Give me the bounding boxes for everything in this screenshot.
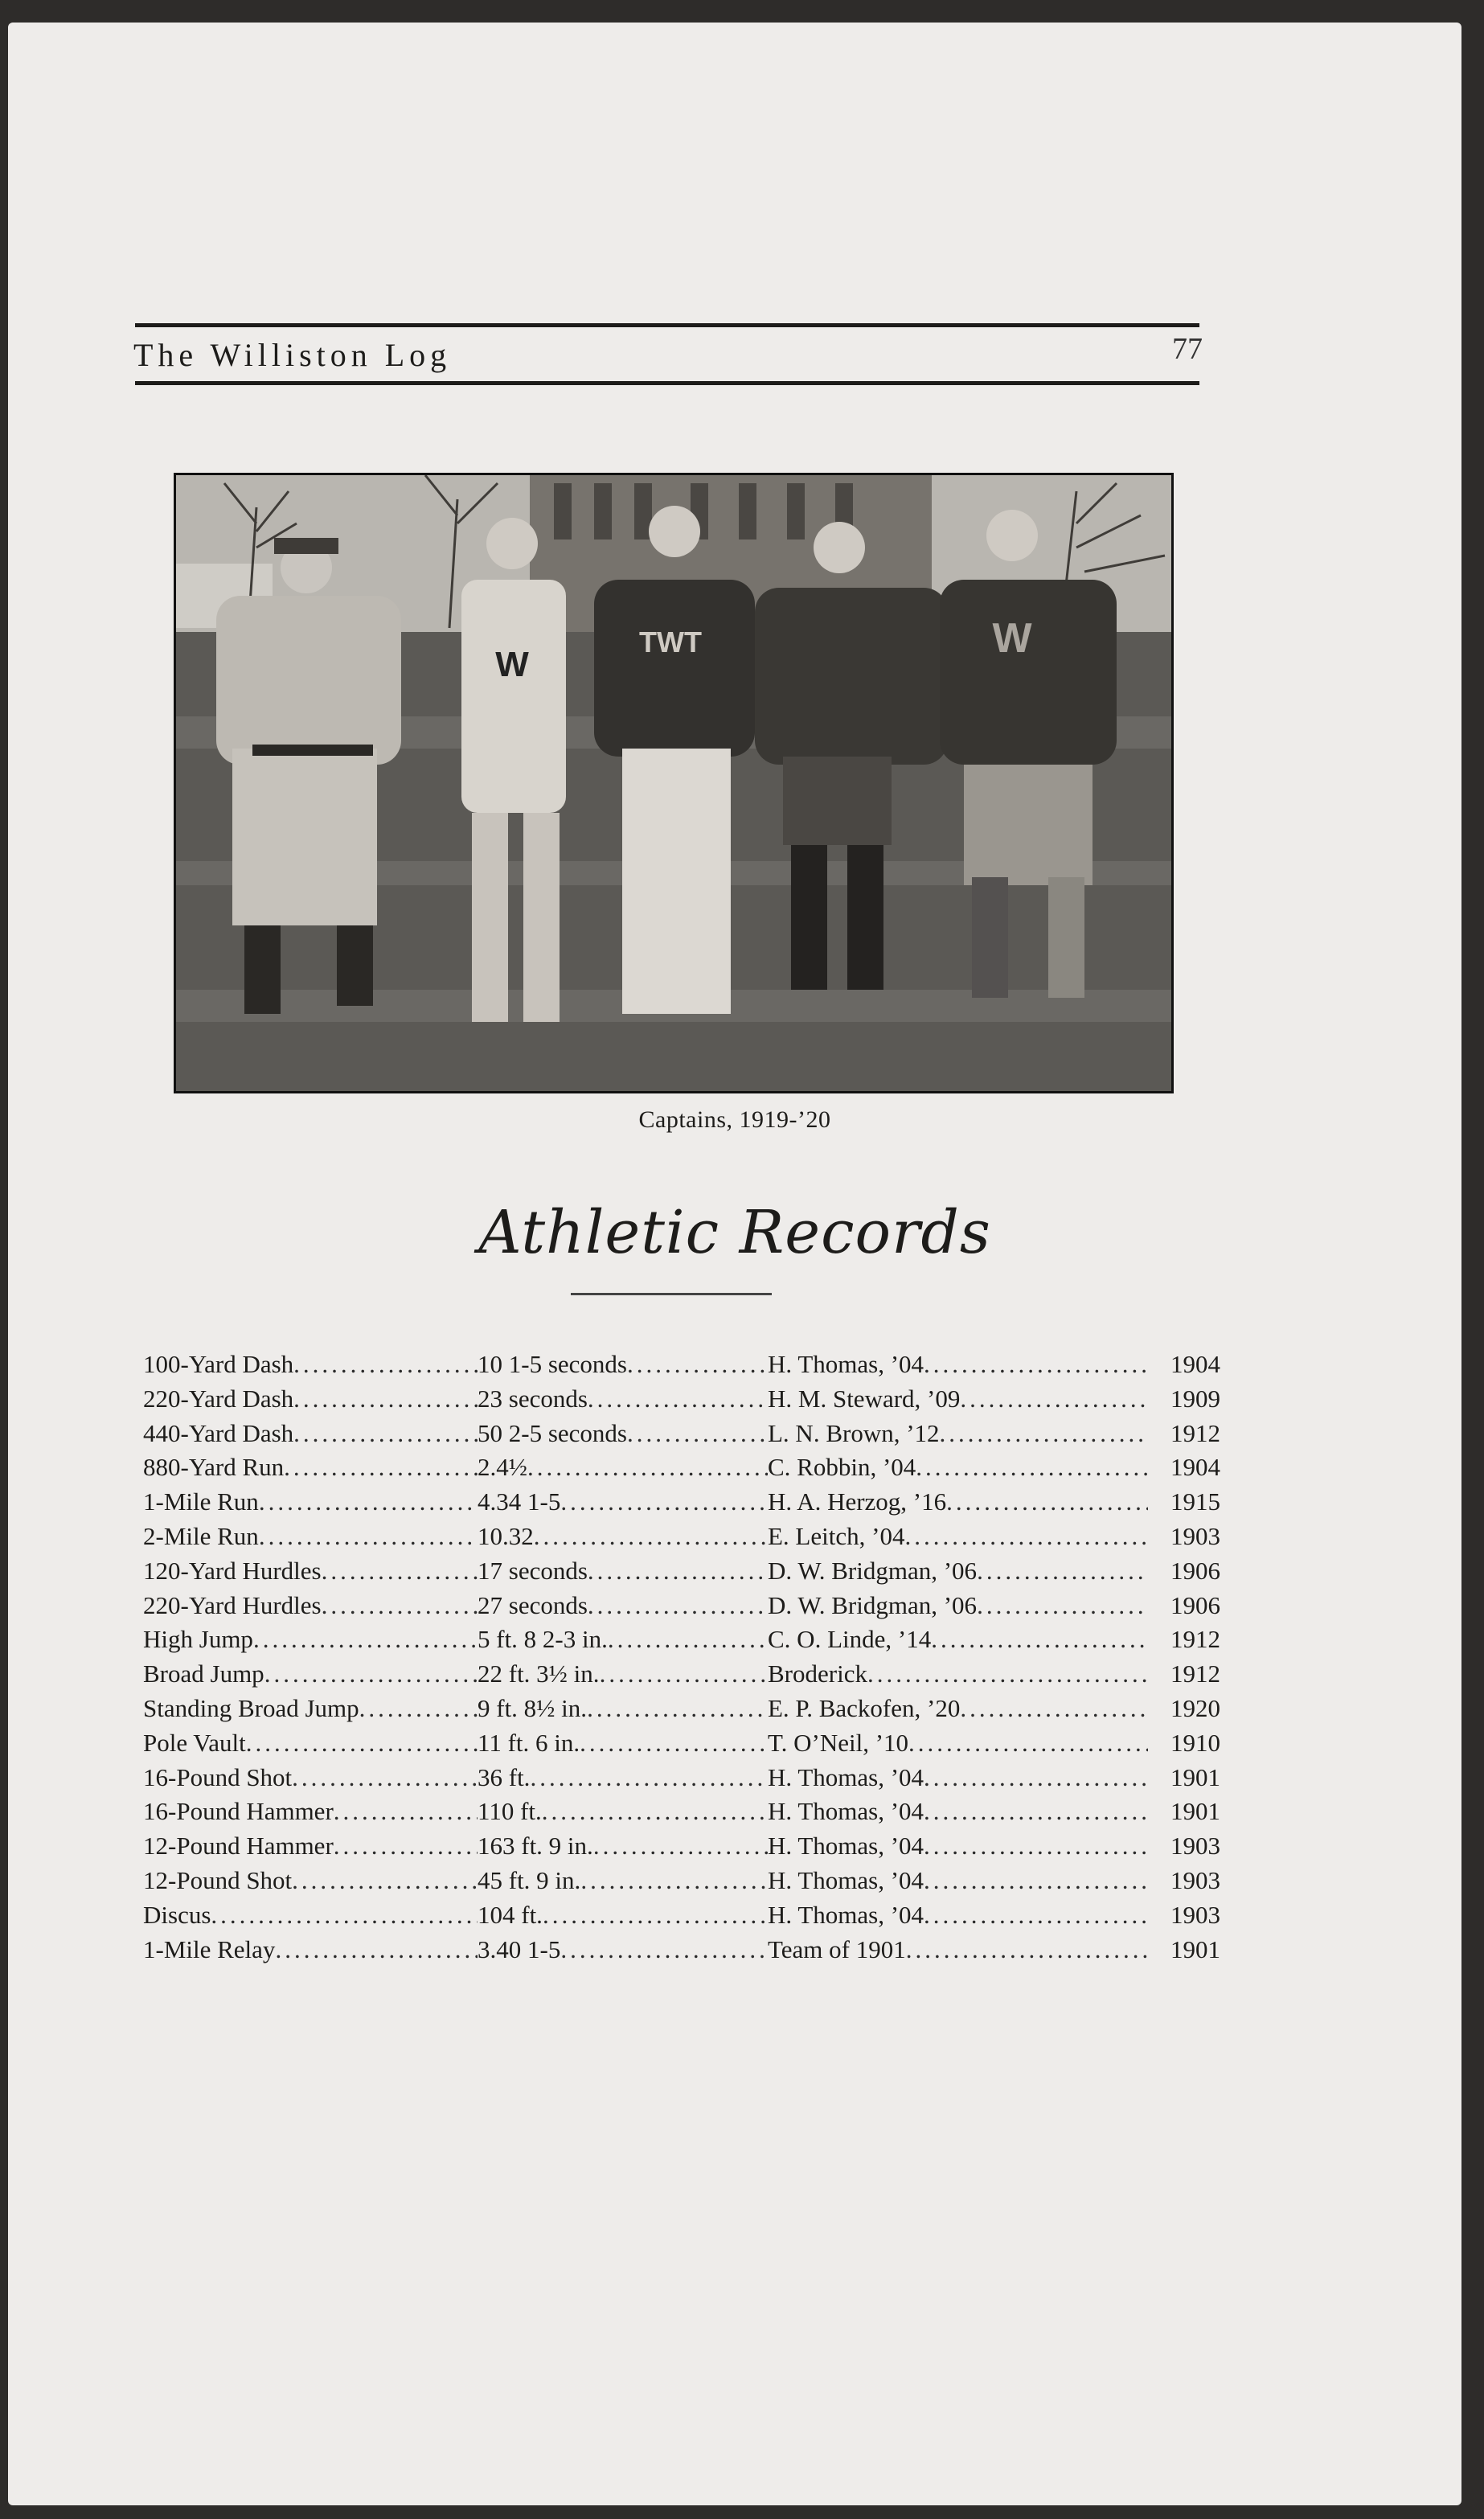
event-name: 16-Pound Shot — [143, 1762, 293, 1791]
dot-leader — [924, 1898, 1148, 1933]
records-table — [143, 1348, 1244, 1967]
record-cell — [478, 1450, 768, 1485]
dot-leader — [534, 1520, 768, 1554]
record-row — [143, 1348, 1244, 1382]
record-cell — [478, 1898, 768, 1933]
dot-leader — [527, 1450, 768, 1485]
dot-leader — [924, 1348, 1148, 1382]
dot-leader — [292, 1761, 478, 1795]
dot-leader — [960, 1382, 1148, 1417]
holder-cell — [768, 1623, 1148, 1657]
dot-leader — [530, 1761, 768, 1795]
event-name: Broad Jump — [143, 1660, 264, 1688]
event-name: Pole Vault — [143, 1728, 246, 1757]
event-cell — [143, 1623, 478, 1657]
record-row — [143, 1382, 1244, 1417]
record-cell — [478, 1692, 768, 1726]
dot-leader — [580, 1726, 768, 1761]
holder-cell — [768, 1692, 1148, 1726]
record-value: 4.34 1-5 — [478, 1487, 561, 1516]
dot-leader — [588, 1554, 768, 1589]
dot-leader — [977, 1589, 1148, 1623]
dot-leader — [543, 1898, 768, 1933]
event-name: 120-Yard Hurdles — [143, 1556, 322, 1585]
book-page — [8, 23, 1461, 2505]
holder-cell — [768, 1520, 1148, 1554]
record-cell — [478, 1348, 768, 1382]
record-holder: H. Thomas, ’04 — [768, 1865, 924, 1894]
event-cell — [143, 1829, 478, 1864]
record-value: 110 ft. — [478, 1797, 542, 1826]
event-cell — [143, 1348, 478, 1382]
event-cell — [143, 1761, 478, 1795]
record-value: 163 ft. 9 in. — [478, 1832, 593, 1861]
record-year: 1910 — [1170, 1728, 1220, 1757]
record-holder: L. N. Brown, ’12 — [768, 1418, 940, 1447]
event-cell — [143, 1795, 478, 1829]
section-heading: Athletic Records — [478, 1198, 991, 1267]
svg-text:TWT: TWT — [639, 626, 702, 658]
dot-leader — [293, 1348, 478, 1382]
dot-leader — [359, 1692, 478, 1726]
record-cell — [478, 1761, 768, 1795]
dot-leader — [924, 1829, 1148, 1864]
record-year: 1901 — [1170, 1762, 1220, 1791]
record-year: 1912 — [1170, 1418, 1220, 1447]
event-name: High Jump — [143, 1625, 253, 1654]
dot-leader — [906, 1933, 1148, 1967]
record-holder: D. W. Bridgman, ’06 — [768, 1556, 978, 1585]
dot-leader — [334, 1829, 478, 1864]
dot-leader — [587, 1692, 768, 1726]
record-cell — [478, 1520, 768, 1554]
dot-leader — [284, 1450, 478, 1485]
record-value: 5 ft. 8 2-3 in. — [478, 1625, 608, 1654]
record-row — [143, 1761, 1244, 1795]
holder-cell — [768, 1829, 1148, 1864]
dot-leader — [924, 1795, 1148, 1829]
record-year: 1901 — [1170, 1797, 1220, 1826]
event-cell — [143, 1692, 478, 1726]
event-name: Standing Broad Jump — [143, 1693, 359, 1722]
record-row — [143, 1450, 1244, 1485]
holder-cell — [768, 1898, 1148, 1933]
dot-leader — [931, 1623, 1148, 1657]
record-year: 1901 — [1170, 1934, 1220, 1963]
dot-leader — [275, 1933, 478, 1967]
record-cell — [478, 1485, 768, 1520]
header-rule-top — [135, 323, 1199, 327]
dot-leader — [560, 1933, 768, 1967]
team-captains-photo — [174, 473, 1174, 1093]
dot-leader — [211, 1898, 478, 1933]
event-cell — [143, 1589, 478, 1623]
event-cell — [143, 1726, 478, 1761]
record-value: 2.4½ — [478, 1453, 527, 1482]
record-year: 1912 — [1170, 1625, 1220, 1654]
dot-leader — [977, 1554, 1148, 1589]
holder-cell — [768, 1657, 1148, 1692]
dot-leader — [246, 1726, 478, 1761]
event-name: 220-Yard Dash — [143, 1384, 294, 1413]
event-name: 2-Mile Run — [143, 1521, 259, 1550]
dot-leader — [560, 1485, 768, 1520]
dot-leader — [916, 1450, 1148, 1485]
holder-cell — [768, 1726, 1148, 1761]
record-year: 1904 — [1170, 1453, 1220, 1482]
dot-leader — [940, 1417, 1148, 1451]
holder-cell — [768, 1348, 1148, 1382]
record-cell — [478, 1657, 768, 1692]
dot-leader — [627, 1417, 768, 1451]
event-name: 100-Yard Dash — [143, 1350, 294, 1378]
event-cell — [143, 1450, 478, 1485]
dot-leader — [588, 1589, 768, 1623]
event-cell — [143, 1520, 478, 1554]
record-value: 10 1-5 seconds — [478, 1350, 627, 1378]
dot-leader — [580, 1864, 768, 1898]
record-holder: H. Thomas, ’04 — [768, 1900, 924, 1929]
record-year: 1904 — [1170, 1350, 1220, 1378]
event-cell — [143, 1417, 478, 1451]
dot-leader — [608, 1623, 768, 1657]
dot-leader — [259, 1520, 478, 1554]
record-holder: Broderick — [768, 1660, 867, 1688]
dot-leader — [946, 1485, 1148, 1520]
holder-cell — [768, 1761, 1148, 1795]
record-value: 10.32 — [478, 1521, 534, 1550]
holder-cell — [768, 1417, 1148, 1451]
photo-illustration — [176, 475, 1171, 1091]
record-value: 50 2-5 seconds — [478, 1418, 627, 1447]
event-cell — [143, 1657, 478, 1692]
holder-cell — [768, 1485, 1148, 1520]
event-cell — [143, 1382, 478, 1417]
dot-leader — [588, 1382, 768, 1417]
record-year: 1903 — [1170, 1521, 1220, 1550]
record-row — [143, 1864, 1244, 1898]
dot-leader — [322, 1554, 478, 1589]
record-year: 1912 — [1170, 1660, 1220, 1688]
record-holder: E. Leitch, ’04 — [768, 1521, 905, 1550]
record-row — [143, 1726, 1244, 1761]
record-row — [143, 1520, 1244, 1554]
event-name: 440-Yard Dash — [143, 1418, 294, 1447]
dot-leader — [292, 1864, 478, 1898]
record-holder: H. A. Herzog, ’16 — [768, 1487, 947, 1516]
dot-leader — [334, 1795, 478, 1829]
record-cell — [478, 1623, 768, 1657]
holder-cell — [768, 1382, 1148, 1417]
record-row — [143, 1829, 1244, 1864]
dot-leader — [264, 1657, 478, 1692]
dot-leader — [542, 1795, 768, 1829]
record-holder: Team of 1901 — [768, 1934, 906, 1963]
event-cell — [143, 1898, 478, 1933]
holder-cell — [768, 1795, 1148, 1829]
record-year: 1906 — [1170, 1556, 1220, 1585]
record-row — [143, 1554, 1244, 1589]
record-value: 3.40 1-5 — [478, 1934, 561, 1963]
photo-caption: Captains, 1919-’20 — [638, 1106, 831, 1133]
event-cell — [143, 1864, 478, 1898]
record-value: 22 ft. 3½ in. — [478, 1660, 600, 1688]
record-value: 23 seconds — [478, 1384, 588, 1413]
event-name: 12-Pound Shot — [143, 1865, 293, 1894]
event-cell — [143, 1933, 478, 1967]
record-row — [143, 1589, 1244, 1623]
record-row — [143, 1933, 1244, 1967]
record-year: 1906 — [1170, 1590, 1220, 1619]
event-name: 220-Yard Hurdles — [143, 1590, 322, 1619]
record-row — [143, 1485, 1244, 1520]
dot-leader — [259, 1485, 478, 1520]
dot-leader — [627, 1348, 768, 1382]
record-year: 1903 — [1170, 1900, 1220, 1929]
record-value: 36 ft. — [478, 1762, 531, 1791]
record-cell — [478, 1829, 768, 1864]
holder-cell — [768, 1864, 1148, 1898]
svg-text:W: W — [495, 645, 529, 684]
record-cell — [478, 1795, 768, 1829]
record-row — [143, 1657, 1244, 1692]
record-holder: C. Robbin, ’04 — [768, 1453, 916, 1482]
dot-leader — [908, 1726, 1148, 1761]
dot-leader — [867, 1657, 1148, 1692]
record-value: 27 seconds — [478, 1590, 588, 1619]
record-cell — [478, 1726, 768, 1761]
holder-cell — [768, 1589, 1148, 1623]
record-year: 1915 — [1170, 1487, 1220, 1516]
event-name: 880-Yard Run — [143, 1453, 285, 1482]
record-value: 11 ft. 6 in. — [478, 1728, 580, 1757]
event-cell — [143, 1554, 478, 1589]
holder-cell — [768, 1554, 1148, 1589]
dot-leader — [593, 1829, 768, 1864]
event-name: 16-Pound Hammer — [143, 1797, 334, 1826]
running-title: The Williston Log — [133, 337, 452, 373]
holder-cell — [768, 1450, 1148, 1485]
record-value: 104 ft. — [478, 1900, 543, 1929]
dot-leader — [904, 1520, 1148, 1554]
event-name: 1-Mile Relay — [143, 1934, 276, 1963]
dot-leader — [924, 1761, 1148, 1795]
header-rule-bottom — [135, 381, 1199, 385]
record-year: 1903 — [1170, 1832, 1220, 1861]
record-row — [143, 1417, 1244, 1451]
dot-leader — [293, 1417, 478, 1451]
dot-leader — [600, 1657, 768, 1692]
record-row — [143, 1898, 1244, 1933]
record-value: 9 ft. 8½ in. — [478, 1693, 588, 1722]
record-year: 1920 — [1170, 1693, 1220, 1722]
event-name: Discus — [143, 1900, 211, 1929]
record-holder: E. P. Backofen, ’20 — [768, 1693, 961, 1722]
page-number: 77 — [1172, 332, 1203, 366]
record-value: 45 ft. 9 in. — [478, 1865, 581, 1894]
record-row — [143, 1795, 1244, 1829]
record-cell — [478, 1417, 768, 1451]
record-row — [143, 1623, 1244, 1657]
record-holder: T. O’Neil, ’10 — [768, 1728, 909, 1757]
record-year: 1909 — [1170, 1384, 1220, 1413]
heading-divider — [571, 1293, 772, 1295]
record-year: 1903 — [1170, 1865, 1220, 1894]
record-holder: H. Thomas, ’04 — [768, 1350, 924, 1378]
event-name: 12-Pound Hammer — [143, 1832, 334, 1861]
record-holder: H. Thomas, ’04 — [768, 1797, 924, 1826]
dot-leader — [322, 1589, 478, 1623]
event-cell — [143, 1485, 478, 1520]
svg-text:W: W — [992, 615, 1032, 662]
record-holder: C. O. Linde, ’14 — [768, 1625, 932, 1654]
record-holder: H. Thomas, ’04 — [768, 1832, 924, 1861]
dot-leader — [293, 1382, 478, 1417]
record-holder: H. M. Steward, ’09 — [768, 1384, 961, 1413]
record-value: 17 seconds — [478, 1556, 588, 1585]
record-cell — [478, 1554, 768, 1589]
record-cell — [478, 1382, 768, 1417]
event-name: 1-Mile Run — [143, 1487, 259, 1516]
record-row — [143, 1692, 1244, 1726]
record-cell — [478, 1933, 768, 1967]
record-holder: D. W. Bridgman, ’06 — [768, 1590, 978, 1619]
dot-leader — [924, 1864, 1148, 1898]
holder-cell — [768, 1933, 1148, 1967]
record-cell — [478, 1864, 768, 1898]
dot-leader — [253, 1623, 478, 1657]
record-cell — [478, 1589, 768, 1623]
record-holder: H. Thomas, ’04 — [768, 1762, 924, 1791]
dot-leader — [960, 1692, 1148, 1726]
